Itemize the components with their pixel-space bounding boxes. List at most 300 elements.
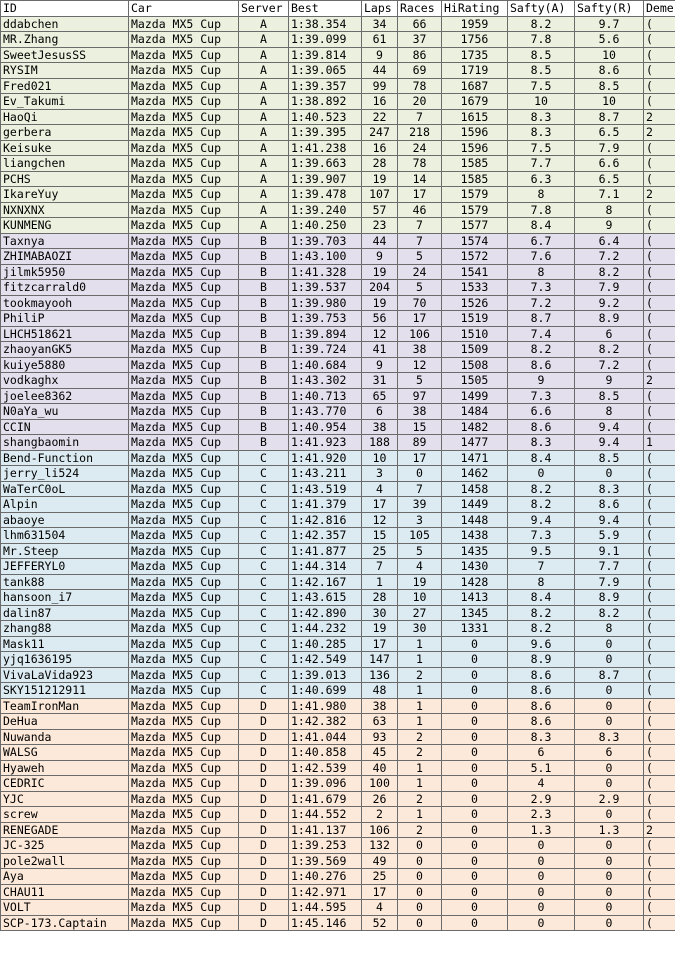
cell-safety-r[interactable]: 0 [575, 760, 644, 776]
cell-deme[interactable]: ( [644, 807, 675, 823]
cell-deme[interactable]: ( [644, 698, 675, 714]
cell-best[interactable]: 1:40.699 [289, 683, 362, 699]
cell-races[interactable]: 3 [398, 512, 442, 528]
table-row[interactable] [1, 32, 675, 48]
cell-hirating[interactable]: 0 [442, 838, 508, 854]
cell-laps[interactable]: 38 [362, 419, 398, 435]
table-row[interactable] [1, 388, 675, 404]
cell-safety-a[interactable]: 6 [508, 745, 575, 761]
table-row[interactable] [1, 404, 675, 420]
cell-races[interactable]: 2 [398, 729, 442, 745]
cell-safety-r[interactable]: 7.9 [575, 280, 644, 296]
cell-races[interactable]: 69 [398, 63, 442, 79]
cell-laps[interactable]: 19 [362, 621, 398, 637]
cell-laps[interactable]: 25 [362, 869, 398, 885]
cell-laps[interactable]: 16 [362, 140, 398, 156]
cell-id[interactable]: Bend-Function [1, 450, 129, 466]
cell-deme[interactable]: ( [644, 63, 675, 79]
cell-hirating[interactable]: 0 [442, 822, 508, 838]
cell-id[interactable]: CEDRIC [1, 776, 129, 792]
cell-hirating[interactable]: 1448 [442, 512, 508, 528]
cell-id[interactable]: screw [1, 807, 129, 823]
cell-best[interactable]: 1:39.096 [289, 776, 362, 792]
cell-server[interactable]: C [239, 667, 289, 683]
cell-races[interactable]: 1 [398, 776, 442, 792]
cell-server[interactable]: D [239, 822, 289, 838]
cell-laps[interactable]: 48 [362, 683, 398, 699]
table-row[interactable] [1, 729, 675, 745]
table-row[interactable] [1, 218, 675, 234]
cell-hirating[interactable]: 1428 [442, 574, 508, 590]
cell-safety-r[interactable]: 2.9 [575, 791, 644, 807]
cell-hirating[interactable]: 0 [442, 745, 508, 761]
cell-races[interactable]: 1 [398, 807, 442, 823]
cell-car[interactable]: Mazda MX5 Cup [129, 621, 239, 637]
cell-safety-a[interactable]: 2.3 [508, 807, 575, 823]
cell-hirating[interactable]: 1510 [442, 326, 508, 342]
cell-car[interactable]: Mazda MX5 Cup [129, 32, 239, 48]
cell-car[interactable]: Mazda MX5 Cup [129, 791, 239, 807]
cell-races[interactable]: 14 [398, 171, 442, 187]
cell-safety-a[interactable]: 7.3 [508, 528, 575, 544]
cell-races[interactable]: 105 [398, 528, 442, 544]
cell-safety-r[interactable]: 0 [575, 652, 644, 668]
cell-server[interactable]: B [239, 295, 289, 311]
cell-deme[interactable]: ( [644, 218, 675, 234]
cell-id[interactable]: TeamIronMan [1, 698, 129, 714]
cell-races[interactable]: 4 [398, 559, 442, 575]
cell-best[interactable]: 1:39.240 [289, 202, 362, 218]
cell-races[interactable]: 1 [398, 636, 442, 652]
cell-laps[interactable]: 10 [362, 450, 398, 466]
cell-deme[interactable]: ( [644, 326, 675, 342]
cell-deme[interactable]: ( [644, 156, 675, 172]
cell-races[interactable]: 17 [398, 187, 442, 203]
table-row[interactable] [1, 838, 675, 854]
cell-best[interactable]: 1:44.595 [289, 900, 362, 916]
cell-safety-a[interactable]: 8.6 [508, 667, 575, 683]
cell-safety-a[interactable]: 8.6 [508, 714, 575, 730]
cell-best[interactable]: 1:41.328 [289, 264, 362, 280]
cell-id[interactable]: ZHIMABAOZI [1, 249, 129, 265]
cell-car[interactable]: Mazda MX5 Cup [129, 512, 239, 528]
header-id[interactable]: ID [1, 1, 129, 17]
cell-safety-a[interactable]: 0 [508, 915, 575, 931]
cell-hirating[interactable]: 0 [442, 884, 508, 900]
cell-safety-a[interactable]: 1.3 [508, 822, 575, 838]
cell-hirating[interactable]: 0 [442, 900, 508, 916]
cell-car[interactable]: Mazda MX5 Cup [129, 373, 239, 389]
cell-laps[interactable]: 17 [362, 636, 398, 652]
cell-safety-r[interactable]: 8.3 [575, 481, 644, 497]
cell-car[interactable]: Mazda MX5 Cup [129, 295, 239, 311]
cell-car[interactable]: Mazda MX5 Cup [129, 605, 239, 621]
cell-races[interactable]: 1 [398, 698, 442, 714]
cell-hirating[interactable]: 0 [442, 652, 508, 668]
cell-best[interactable]: 1:39.907 [289, 171, 362, 187]
cell-safety-r[interactable]: 8.5 [575, 78, 644, 94]
cell-hirating[interactable]: 1579 [442, 202, 508, 218]
cell-server[interactable]: A [239, 218, 289, 234]
cell-laps[interactable]: 19 [362, 295, 398, 311]
cell-car[interactable]: Mazda MX5 Cup [129, 63, 239, 79]
cell-deme[interactable]: ( [644, 636, 675, 652]
cell-laps[interactable]: 2 [362, 807, 398, 823]
cell-safety-r[interactable]: 10 [575, 47, 644, 63]
cell-races[interactable]: 7 [398, 233, 442, 249]
cell-car[interactable]: Mazda MX5 Cup [129, 218, 239, 234]
table-row[interactable] [1, 171, 675, 187]
cell-races[interactable]: 15 [398, 419, 442, 435]
cell-laps[interactable]: 52 [362, 915, 398, 931]
cell-hirating[interactable]: 1719 [442, 63, 508, 79]
cell-hirating[interactable]: 1615 [442, 109, 508, 125]
cell-safety-a[interactable]: 8.6 [508, 698, 575, 714]
cell-safety-r[interactable]: 8.9 [575, 590, 644, 606]
header-laps[interactable]: Laps [362, 1, 398, 17]
cell-laps[interactable]: 31 [362, 373, 398, 389]
table-row[interactable] [1, 574, 675, 590]
cell-hirating[interactable]: 1585 [442, 156, 508, 172]
cell-races[interactable]: 17 [398, 450, 442, 466]
cell-id[interactable]: VivaLaVida923 [1, 667, 129, 683]
cell-laps[interactable]: 44 [362, 63, 398, 79]
cell-server[interactable]: A [239, 32, 289, 48]
cell-server[interactable]: C [239, 466, 289, 482]
cell-laps[interactable]: 56 [362, 311, 398, 327]
cell-hirating[interactable]: 1484 [442, 404, 508, 420]
cell-id[interactable]: Hyaweh [1, 760, 129, 776]
cell-laps[interactable]: 16 [362, 94, 398, 110]
cell-id[interactable]: Aya [1, 869, 129, 885]
cell-best[interactable]: 1:39.814 [289, 47, 362, 63]
cell-races[interactable]: 39 [398, 497, 442, 513]
table-row[interactable] [1, 683, 675, 699]
cell-safety-a[interactable]: 8.6 [508, 419, 575, 435]
cell-safety-r[interactable]: 0 [575, 900, 644, 916]
cell-server[interactable]: C [239, 605, 289, 621]
cell-server[interactable]: B [239, 388, 289, 404]
cell-safety-a[interactable]: 7.5 [508, 78, 575, 94]
cell-deme[interactable]: ( [644, 683, 675, 699]
cell-deme[interactable]: ( [644, 512, 675, 528]
cell-id[interactable]: tookmayooh [1, 295, 129, 311]
cell-deme[interactable]: ( [644, 280, 675, 296]
cell-deme[interactable]: ( [644, 249, 675, 265]
cell-car[interactable]: Mazda MX5 Cup [129, 342, 239, 358]
cell-hirating[interactable]: 0 [442, 667, 508, 683]
cell-safety-a[interactable]: 8 [508, 574, 575, 590]
cell-server[interactable]: B [239, 280, 289, 296]
cell-hirating[interactable]: 1449 [442, 497, 508, 513]
cell-deme[interactable]: ( [644, 171, 675, 187]
cell-id[interactable]: YJC [1, 791, 129, 807]
cell-deme[interactable]: 2 [644, 187, 675, 203]
cell-hirating[interactable]: 1331 [442, 621, 508, 637]
table-row[interactable] [1, 776, 675, 792]
cell-safety-r[interactable]: 8 [575, 202, 644, 218]
cell-id[interactable]: Keisuke [1, 140, 129, 156]
cell-id[interactable]: IkareYuy [1, 187, 129, 203]
cell-best[interactable]: 1:42.549 [289, 652, 362, 668]
cell-deme[interactable]: ( [644, 481, 675, 497]
cell-laps[interactable]: 1 [362, 574, 398, 590]
cell-server[interactable]: C [239, 636, 289, 652]
cell-deme[interactable]: ( [644, 528, 675, 544]
cell-best[interactable]: 1:42.539 [289, 760, 362, 776]
cell-best[interactable]: 1:39.065 [289, 63, 362, 79]
cell-deme[interactable]: ( [644, 388, 675, 404]
cell-deme[interactable]: ( [644, 202, 675, 218]
cell-deme[interactable]: ( [644, 667, 675, 683]
cell-races[interactable]: 12 [398, 357, 442, 373]
cell-safety-a[interactable]: 9.6 [508, 636, 575, 652]
cell-laps[interactable]: 204 [362, 280, 398, 296]
cell-id[interactable]: NXNXNX [1, 202, 129, 218]
header-hirating[interactable]: HiRating [442, 1, 508, 17]
cell-safety-a[interactable]: 7.8 [508, 202, 575, 218]
cell-races[interactable]: 5 [398, 373, 442, 389]
cell-deme[interactable]: ( [644, 900, 675, 916]
cell-safety-a[interactable]: 0 [508, 838, 575, 854]
cell-id[interactable]: RYSIM [1, 63, 129, 79]
cell-best[interactable]: 1:44.552 [289, 807, 362, 823]
cell-safety-a[interactable]: 7.7 [508, 156, 575, 172]
cell-deme[interactable]: ( [644, 574, 675, 590]
cell-id[interactable]: MR.Zhang [1, 32, 129, 48]
cell-id[interactable]: Nuwanda [1, 729, 129, 745]
cell-server[interactable]: A [239, 140, 289, 156]
cell-safety-a[interactable]: 8.2 [508, 16, 575, 32]
cell-safety-a[interactable]: 8.3 [508, 109, 575, 125]
cell-laps[interactable]: 188 [362, 435, 398, 451]
cell-deme[interactable]: ( [644, 357, 675, 373]
cell-best[interactable]: 1:41.044 [289, 729, 362, 745]
table-row[interactable] [1, 295, 675, 311]
cell-server[interactable]: C [239, 652, 289, 668]
cell-safety-a[interactable]: 8.2 [508, 621, 575, 637]
cell-races[interactable]: 5 [398, 280, 442, 296]
cell-car[interactable]: Mazda MX5 Cup [129, 78, 239, 94]
table-row[interactable] [1, 233, 675, 249]
cell-id[interactable]: WaTerC0oL [1, 481, 129, 497]
cell-deme[interactable]: ( [644, 295, 675, 311]
cell-safety-a[interactable]: 8 [508, 264, 575, 280]
cell-deme[interactable]: ( [644, 497, 675, 513]
table-row[interactable] [1, 822, 675, 838]
cell-races[interactable]: 70 [398, 295, 442, 311]
table-row[interactable] [1, 559, 675, 575]
cell-laps[interactable]: 44 [362, 233, 398, 249]
table-row[interactable] [1, 202, 675, 218]
cell-id[interactable]: dalin87 [1, 605, 129, 621]
cell-laps[interactable]: 132 [362, 838, 398, 854]
cell-laps[interactable]: 15 [362, 528, 398, 544]
cell-server[interactable]: C [239, 512, 289, 528]
cell-safety-r[interactable]: 0 [575, 884, 644, 900]
cell-best[interactable]: 1:41.679 [289, 791, 362, 807]
cell-races[interactable]: 0 [398, 466, 442, 482]
header-safety-a[interactable]: Safty(A) [508, 1, 575, 17]
cell-best[interactable]: 1:41.877 [289, 543, 362, 559]
cell-safety-r[interactable]: 7.7 [575, 559, 644, 575]
cell-deme[interactable]: ( [644, 264, 675, 280]
cell-best[interactable]: 1:41.923 [289, 435, 362, 451]
cell-id[interactable]: hansoon_i7 [1, 590, 129, 606]
cell-safety-r[interactable]: 8 [575, 404, 644, 420]
cell-safety-a[interactable]: 8.5 [508, 47, 575, 63]
cell-safety-r[interactable]: 9.4 [575, 512, 644, 528]
cell-safety-r[interactable]: 6.5 [575, 171, 644, 187]
cell-laps[interactable]: 7 [362, 559, 398, 575]
cell-best[interactable]: 1:39.894 [289, 326, 362, 342]
cell-best[interactable]: 1:39.357 [289, 78, 362, 94]
cell-hirating[interactable]: 1756 [442, 32, 508, 48]
cell-hirating[interactable]: 1435 [442, 543, 508, 559]
cell-safety-r[interactable]: 9.4 [575, 435, 644, 451]
table-row[interactable] [1, 47, 675, 63]
cell-hirating[interactable]: 1959 [442, 16, 508, 32]
cell-server[interactable]: B [239, 404, 289, 420]
cell-best[interactable]: 1:42.890 [289, 605, 362, 621]
cell-safety-a[interactable]: 9.5 [508, 543, 575, 559]
cell-races[interactable]: 0 [398, 869, 442, 885]
cell-hirating[interactable]: 0 [442, 729, 508, 745]
cell-races[interactable]: 1 [398, 683, 442, 699]
table-row[interactable] [1, 900, 675, 916]
cell-car[interactable]: Mazda MX5 Cup [129, 388, 239, 404]
cell-safety-r[interactable]: 8.7 [575, 667, 644, 683]
cell-best[interactable]: 1:39.569 [289, 853, 362, 869]
cell-hirating[interactable]: 1499 [442, 388, 508, 404]
cell-safety-r[interactable]: 8.6 [575, 497, 644, 513]
cell-races[interactable]: 5 [398, 543, 442, 559]
cell-car[interactable]: Mazda MX5 Cup [129, 187, 239, 203]
cell-safety-a[interactable]: 7.3 [508, 388, 575, 404]
cell-server[interactable]: D [239, 698, 289, 714]
table-row[interactable] [1, 714, 675, 730]
cell-deme[interactable]: ( [644, 605, 675, 621]
cell-id[interactable]: shangbaomin [1, 435, 129, 451]
cell-hirating[interactable]: 1509 [442, 342, 508, 358]
table-row[interactable] [1, 605, 675, 621]
cell-races[interactable]: 97 [398, 388, 442, 404]
cell-best[interactable]: 1:42.357 [289, 528, 362, 544]
cell-best[interactable]: 1:40.858 [289, 745, 362, 761]
cell-car[interactable]: Mazda MX5 Cup [129, 16, 239, 32]
cell-hirating[interactable]: 0 [442, 807, 508, 823]
cell-server[interactable]: D [239, 791, 289, 807]
cell-id[interactable]: JEFFERYL0 [1, 559, 129, 575]
cell-laps[interactable]: 45 [362, 745, 398, 761]
table-row[interactable] [1, 528, 675, 544]
table-row[interactable] [1, 109, 675, 125]
cell-server[interactable]: B [239, 419, 289, 435]
cell-hirating[interactable]: 1505 [442, 373, 508, 389]
table-row[interactable] [1, 807, 675, 823]
cell-car[interactable]: Mazda MX5 Cup [129, 202, 239, 218]
cell-id[interactable]: WALSG [1, 745, 129, 761]
cell-best[interactable]: 1:39.663 [289, 156, 362, 172]
cell-safety-r[interactable]: 5.9 [575, 528, 644, 544]
table-row[interactable] [1, 512, 675, 528]
cell-server[interactable]: D [239, 776, 289, 792]
cell-deme[interactable]: ( [644, 853, 675, 869]
cell-id[interactable]: RENEGADE [1, 822, 129, 838]
cell-car[interactable]: Mazda MX5 Cup [129, 466, 239, 482]
table-row[interactable] [1, 357, 675, 373]
cell-safety-a[interactable]: 7 [508, 559, 575, 575]
header-deme[interactable]: Deme [644, 1, 675, 17]
cell-safety-a[interactable]: 6.3 [508, 171, 575, 187]
cell-id[interactable]: KUNMENG [1, 218, 129, 234]
cell-best[interactable]: 1:39.753 [289, 311, 362, 327]
table-row[interactable] [1, 698, 675, 714]
cell-best[interactable]: 1:45.146 [289, 915, 362, 931]
cell-id[interactable]: N0aYa_wu [1, 404, 129, 420]
cell-deme[interactable]: ( [644, 745, 675, 761]
cell-hirating[interactable]: 1577 [442, 218, 508, 234]
cell-safety-a[interactable]: 8.6 [508, 683, 575, 699]
cell-best[interactable]: 1:41.379 [289, 497, 362, 513]
table-row[interactable] [1, 419, 675, 435]
cell-safety-r[interactable]: 8.5 [575, 450, 644, 466]
cell-laps[interactable]: 28 [362, 590, 398, 606]
cell-car[interactable]: Mazda MX5 Cup [129, 807, 239, 823]
cell-best[interactable]: 1:42.167 [289, 574, 362, 590]
cell-hirating[interactable]: 1438 [442, 528, 508, 544]
cell-races[interactable]: 19 [398, 574, 442, 590]
cell-id[interactable]: CCIN [1, 419, 129, 435]
cell-races[interactable]: 2 [398, 745, 442, 761]
cell-races[interactable]: 218 [398, 125, 442, 141]
cell-laps[interactable]: 4 [362, 481, 398, 497]
cell-safety-r[interactable]: 8.3 [575, 729, 644, 745]
cell-hirating[interactable]: 1596 [442, 125, 508, 141]
cell-car[interactable]: Mazda MX5 Cup [129, 636, 239, 652]
cell-best[interactable]: 1:43.615 [289, 590, 362, 606]
cell-hirating[interactable]: 1526 [442, 295, 508, 311]
cell-safety-a[interactable]: 5.1 [508, 760, 575, 776]
cell-best[interactable]: 1:39.703 [289, 233, 362, 249]
cell-laps[interactable]: 99 [362, 78, 398, 94]
cell-car[interactable]: Mazda MX5 Cup [129, 233, 239, 249]
cell-car[interactable]: Mazda MX5 Cup [129, 698, 239, 714]
cell-safety-a[interactable]: 9.4 [508, 512, 575, 528]
cell-safety-a[interactable]: 0 [508, 884, 575, 900]
cell-server[interactable]: B [239, 264, 289, 280]
cell-laps[interactable]: 17 [362, 884, 398, 900]
cell-safety-a[interactable]: 7.8 [508, 32, 575, 48]
cell-server[interactable]: C [239, 481, 289, 497]
cell-safety-a[interactable]: 8.4 [508, 450, 575, 466]
cell-laps[interactable]: 40 [362, 760, 398, 776]
cell-safety-r[interactable]: 8.6 [575, 63, 644, 79]
cell-deme[interactable]: ( [644, 869, 675, 885]
cell-server[interactable]: B [239, 435, 289, 451]
cell-id[interactable]: liangchen [1, 156, 129, 172]
cell-deme[interactable]: ( [644, 652, 675, 668]
cell-hirating[interactable]: 0 [442, 636, 508, 652]
cell-laps[interactable]: 12 [362, 326, 398, 342]
cell-car[interactable]: Mazda MX5 Cup [129, 450, 239, 466]
cell-best[interactable]: 1:39.395 [289, 125, 362, 141]
cell-hirating[interactable]: 0 [442, 683, 508, 699]
cell-hirating[interactable]: 0 [442, 853, 508, 869]
cell-best[interactable]: 1:42.816 [289, 512, 362, 528]
cell-hirating[interactable]: 1735 [442, 47, 508, 63]
cell-best[interactable]: 1:42.382 [289, 714, 362, 730]
